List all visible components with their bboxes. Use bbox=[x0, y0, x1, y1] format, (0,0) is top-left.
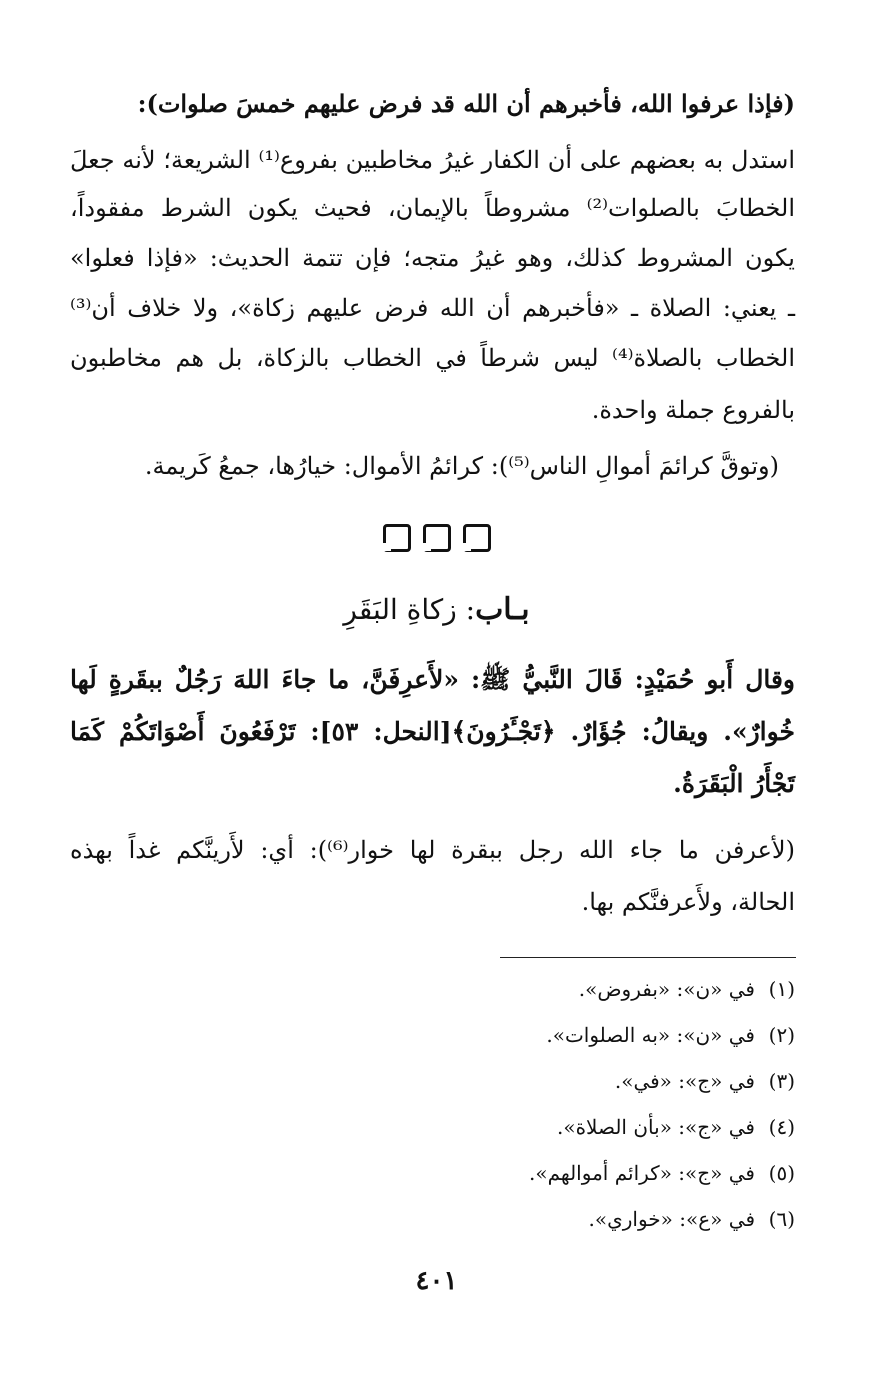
footnote bbox=[615, 1068, 795, 1094]
footnote-text: في «ع»: «خواري». bbox=[588, 1207, 755, 1231]
footnote bbox=[579, 976, 795, 1002]
footnote-number: (٣) bbox=[768, 1069, 795, 1093]
body-line: ـ يعني: الصلاة ـ «فأخبرهم أن الله فرض عليهم زكاة»، ولا خلاف أن⁽³⁾ bbox=[70, 294, 795, 322]
square-ornament-icon bbox=[463, 524, 491, 552]
body-line: الخطاب بالصلاة⁽⁴⁾ ليس شرطاً في الخطاب بالزكاة، بل هم مخاطبون bbox=[70, 344, 795, 372]
section-divider bbox=[0, 524, 873, 556]
body-line: استدل به بعضهم على أن الكفار غيرُ مخاطبين بفروع⁽¹⁾ الشريعة؛ لأنه جعلَ bbox=[70, 146, 795, 174]
footnote-number: (٢) bbox=[768, 1023, 795, 1047]
footnote-text: في «ج»: «كرائم أموالهم». bbox=[528, 1161, 755, 1185]
quote-heading-line: (فإذا عرفوا الله، فأخبرهم أن الله قد فرض عليهم خمسَ صلوات): bbox=[137, 89, 795, 118]
footnote-text: في «ج»: «في». bbox=[614, 1069, 755, 1093]
hadith-line: تَجْأَرُ الْبَقَرَةُ. bbox=[673, 769, 795, 798]
chapter-title: : زكاةِ البَقَرِ bbox=[343, 593, 476, 626]
footnote-number: (٤) bbox=[768, 1115, 795, 1139]
footnote-number: (٥) bbox=[768, 1161, 795, 1185]
hadith-line: وقال أَبو حُمَيْدٍ: قَالَ النَّبيُّ ﷺ: «لأَعرِفَنَّ، ما جاءَ اللهَ رَجُلٌ ببقَرةٍ لَها bbox=[70, 665, 795, 694]
body-line: بالفروع جملة واحدة. bbox=[591, 396, 795, 424]
footnote-text: في «ن»: «بفروض». bbox=[578, 977, 755, 1001]
body-line: يكون المشروط كذلك، وهو غيرُ متجه؛ فإن تتمة الحديث: «فإذا فعلوا» bbox=[70, 244, 795, 272]
square-ornament-icon bbox=[383, 524, 411, 552]
footnote bbox=[546, 1022, 795, 1048]
hadith-line: خُوارٌ». ويقالُ: جُؤَارٌ. ﴿تَجْـَٔرُونَ﴾[النحل: ٥٣]: تَرْفَعُونَ أَصْوَاتَكُمْ كَمَا bbox=[70, 717, 795, 746]
footnote bbox=[529, 1160, 795, 1186]
footnote-number: (٦) bbox=[768, 1207, 795, 1231]
commentary-line: الحالة، ولأَعرفنَّكم بها. bbox=[581, 888, 795, 916]
footnote-text: في «ن»: «به الصلوات». bbox=[546, 1023, 755, 1047]
footnote bbox=[589, 1206, 795, 1232]
quote-line: (وتوقَّ كرائمَ أموالِ الناس⁽⁵⁾): كرائمُ الأموال: خيارُها، جمعُ كَريمة. bbox=[144, 452, 779, 480]
chapter-heading bbox=[0, 592, 873, 628]
footnote-separator bbox=[500, 957, 796, 958]
footnote-number: (١) bbox=[768, 977, 795, 1001]
page-number: ٤٠١ bbox=[415, 1266, 458, 1296]
footnote bbox=[557, 1114, 795, 1140]
square-ornament-icon bbox=[423, 524, 451, 552]
commentary-line: (لأعرفن ما جاء الله رجل ببقرة لها خوار⁽⁶⁾): أي: لأَرينَّكم غداً بهذه bbox=[70, 836, 795, 864]
chapter-keyword: بـاب bbox=[475, 592, 530, 627]
footnote-text: في «ج»: «بأن الصلاة». bbox=[556, 1115, 755, 1139]
body-line: الخطابَ بالصلوات⁽²⁾ مشروطاً بالإيمان، فحيث يكون الشرط مفقوداً، bbox=[70, 194, 796, 222]
